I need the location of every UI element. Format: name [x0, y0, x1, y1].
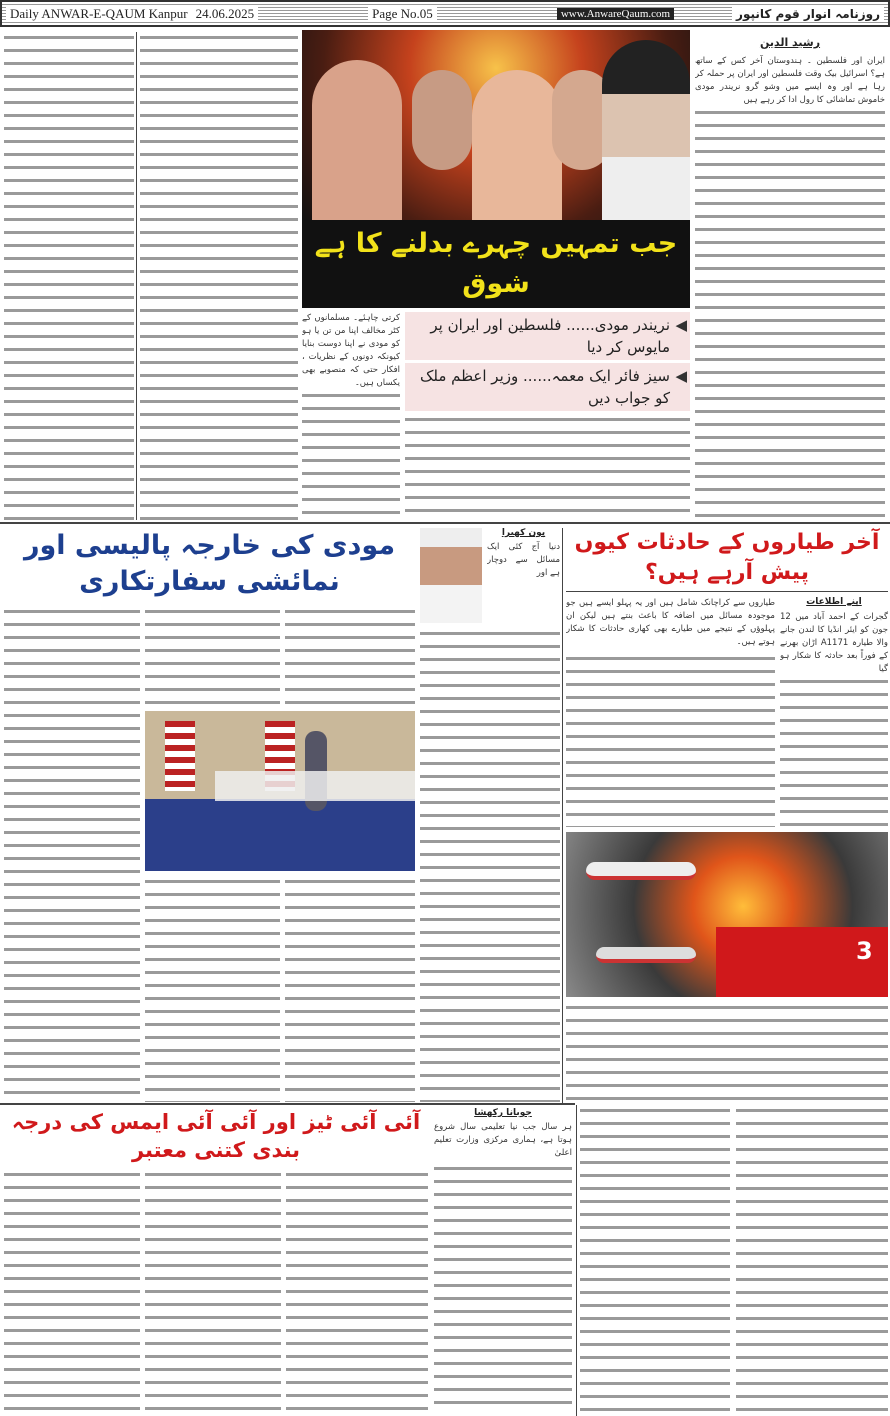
plane-crash-photo: 3 — [566, 832, 888, 997]
lead-text: دنیا آج کئی ایک مسائل سے دوچار ہے اور — [487, 542, 560, 578]
author-photo — [420, 528, 482, 623]
modi-author-block — [420, 528, 560, 1102]
lead-text: طیاروں سے کراچانک شامل ہیں اور یہ پہلو ایسے ہیں جو موجودہ مسائل میں اضافہ کا باعث بنتے ہیں لیکن ان پہلوؤں کے نتیجے میں طیارے بھی کھاری حادثات کا شکار ہوتے ہیں۔ — [566, 598, 775, 647]
top-left-column-2 — [140, 32, 298, 520]
modi-photo — [145, 711, 415, 871]
plane-lead — [566, 597, 775, 649]
top-story-column-text — [302, 312, 400, 520]
iit-author: جوبانا رکھشا — [474, 1108, 532, 1118]
top-story-author: رشید الدین — [759, 36, 821, 49]
top-story-photo — [302, 30, 690, 220]
iit-column-1 — [4, 1169, 140, 1413]
iit-column-2 — [145, 1169, 281, 1413]
plane-column-2 — [566, 653, 775, 827]
modi-column-3 — [285, 606, 415, 706]
iit-column-3 — [286, 1169, 428, 1413]
lead-text: ہر سال جب نیا تعلیمی سال شروع ہوتا ہے، ہماری مرکزی وزارت تعلیم اعلیٰ — [434, 1122, 572, 1158]
masthead — [0, 0, 890, 27]
top-story-right — [695, 36, 885, 520]
plane-author: اپنے اطلاعات — [806, 597, 862, 607]
plane-article — [566, 528, 888, 1103]
plane-column-1 — [780, 611, 888, 676]
plane-column-4 — [580, 1105, 730, 1413]
top-story-right-column — [695, 55, 885, 107]
issue-date: 24.06.2025 — [192, 6, 259, 22]
iit-lead — [434, 1121, 572, 1160]
modi-lead — [487, 541, 560, 580]
plane-column-5 — [736, 1105, 888, 1413]
website-link[interactable]: www.AnwareQaum.com — [557, 8, 674, 20]
modi-author: پون کھیرا — [501, 528, 546, 538]
arrow-icon: ◀ — [675, 316, 687, 334]
page-number: Page No.05 — [368, 6, 437, 22]
top-left-column-1 — [4, 32, 134, 520]
column-text: کرتی چاہئے۔ مسلمانوں کے کٹر مخالف اپنا من تن یا ہو کو مودی نے اپنا دوست بنایا کیونکہ دونوں کے نظریات ، افکار حتی کہ منصوبے بھی یکساں ہیں۔ — [302, 313, 400, 388]
paper-name: Daily ANWAR-E-QAUM Kanpur — [6, 6, 192, 22]
lead-text: ایران اور فلسطین ۔ ہندوستان آخر کس کے ساتھ ہے؟ اسرائیل بیک وقت فلسطین اور ایران پر حملہ کر رہا ہے اور وہ ایسے میں وشو گرو نریندر مودی خاموش تماشائی کا رول ادا کر رہے ہیں — [695, 56, 885, 105]
top-story — [302, 30, 690, 520]
lead-text: گجرات کے احمد آباد میں 12 جون کو ایئر انڈیا کا لندن جانے والا طیارہ A1171 اڑان بھرنے کے فوراً بعد حادثہ کا شکار ہو گیا — [780, 612, 888, 674]
modi-column-4 — [420, 628, 560, 1102]
plane-column-3 — [566, 1002, 888, 1103]
plane-headline: آخر طیاروں کے حادثات کیوں پیش آرہے ہیں؟ — [574, 530, 880, 585]
subhead-1 — [405, 312, 690, 360]
iit-left — [4, 1108, 428, 1413]
modi-column-2 — [145, 606, 280, 706]
modi-column-5 — [145, 876, 280, 1102]
modi-headline: مودی کی خارجہ پالیسی اور نمائشی سفارتکاری — [23, 530, 396, 597]
subhead-text: سیز فائر ایک معمہ...... وزیر اعظم ملک کو جواب دیں — [419, 367, 670, 407]
top-story-body — [405, 414, 690, 520]
subhead-text: نریندر مودی...... فلسطین اور ایران پر مایوس کر دیا — [430, 316, 670, 356]
modi-column-1 — [4, 606, 140, 1102]
top-story-banner: جب تمہیں چہرے بدلنے کا ہے شوق — [302, 220, 690, 308]
iit-headline: آئی آئی ٹیز اور آئی آئی ایمس کی درجہ بندی کتنی معتبر — [11, 1110, 421, 1162]
subhead-2 — [405, 363, 690, 411]
arrow-icon: ◀ — [675, 367, 687, 385]
iit-right — [434, 1108, 572, 1413]
iit-column-4 — [434, 1163, 572, 1413]
modi-column-6 — [285, 876, 415, 1102]
paper-logo: روزنامہ انوار قوم کانپور — [732, 7, 884, 21]
modi-article — [4, 528, 415, 1102]
